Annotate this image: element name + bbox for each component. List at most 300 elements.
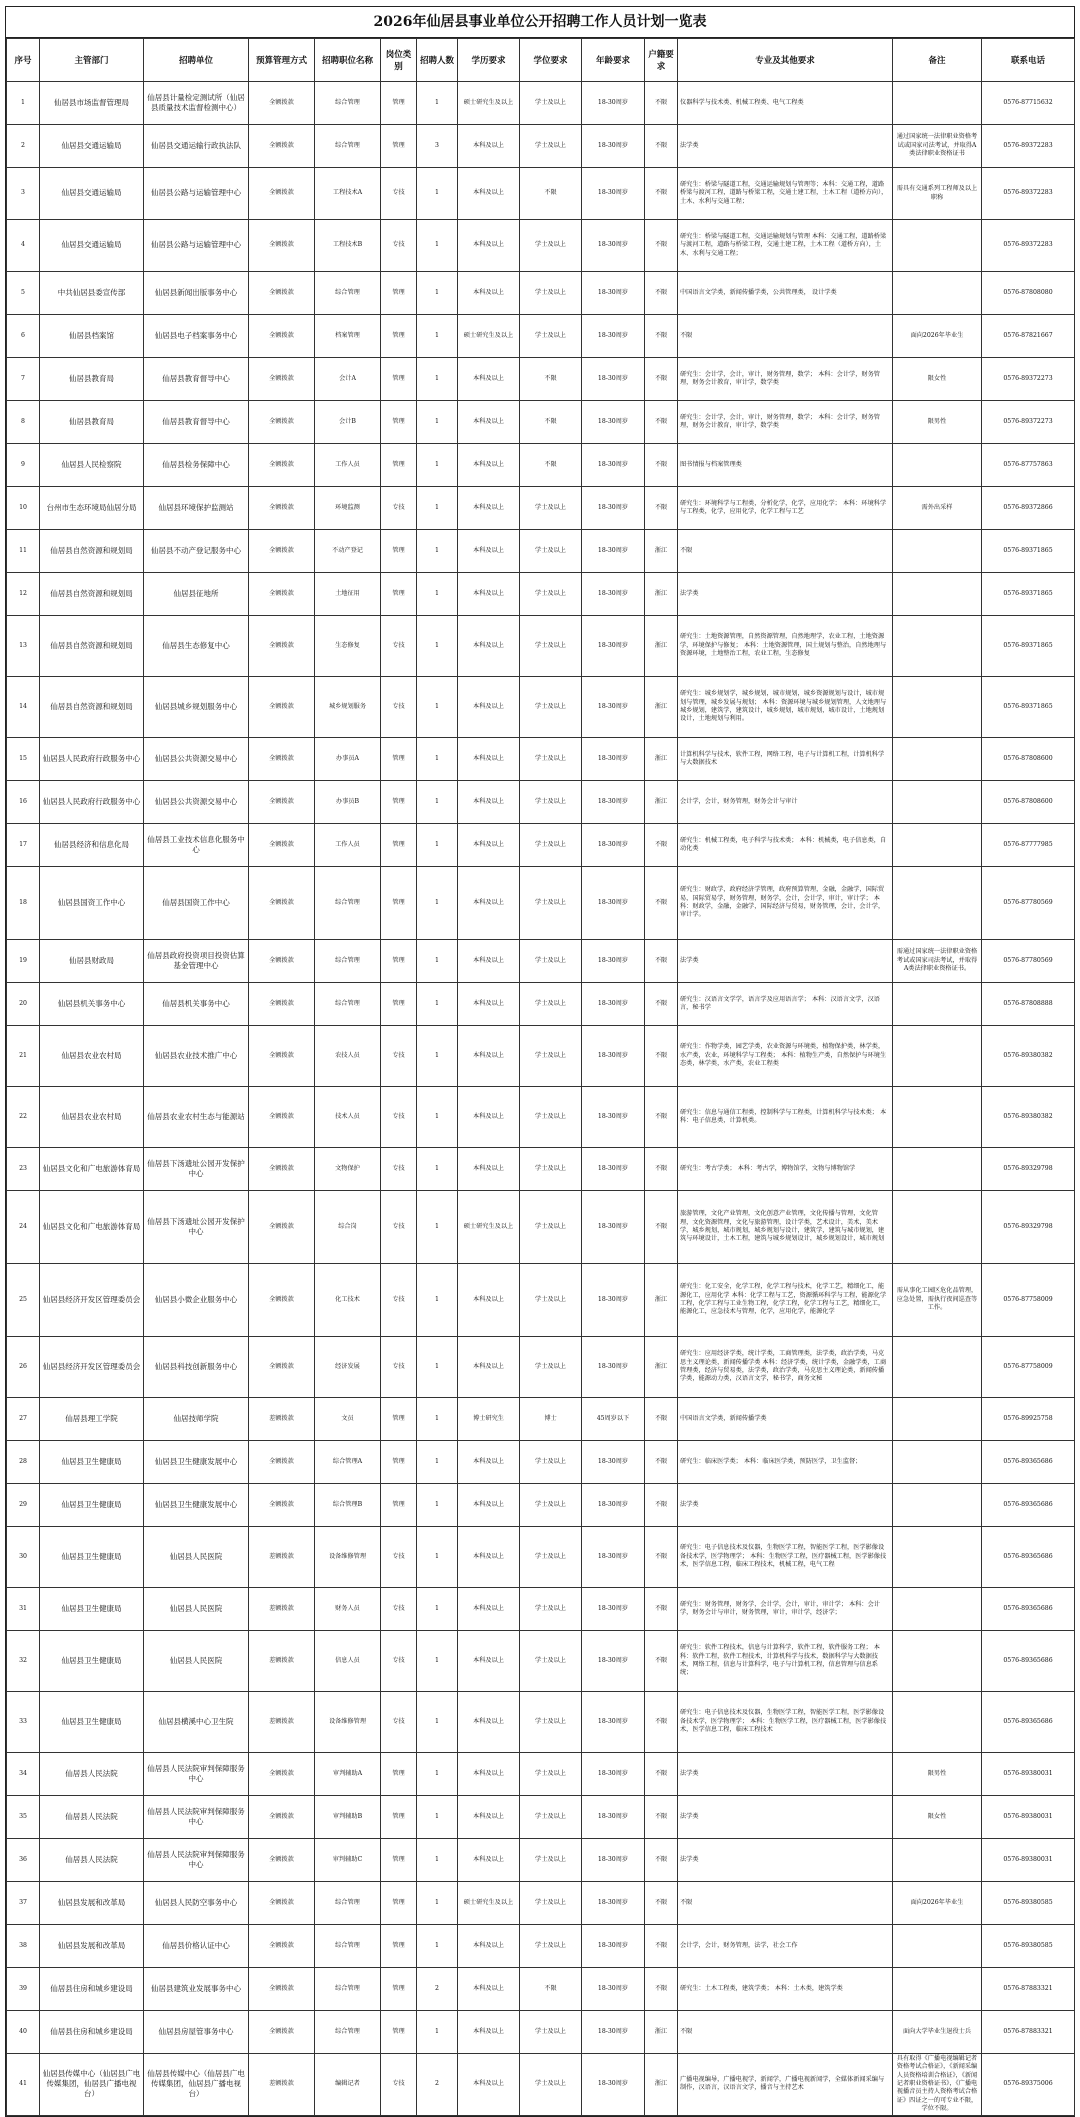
- cell-hukou: 不限: [645, 1191, 678, 1264]
- cell-age: 18-30周岁: [582, 1026, 645, 1087]
- table-row: [7, 358, 1075, 401]
- cell-unit: 仙居县人民法院审判保障服务中心: [144, 1796, 249, 1839]
- cell-note: [893, 82, 982, 125]
- cell-degree: 博士: [520, 1398, 582, 1441]
- cell-dept: 仙居县人民政府行政服务中心: [40, 781, 144, 824]
- cell-phone: 0576-89372283: [982, 168, 1075, 220]
- cell-age: 18-30周岁: [582, 1631, 645, 1692]
- cell-budget: 差额拨款: [249, 1692, 315, 1753]
- table-row: [7, 781, 1075, 824]
- cell-budget: 全额拨款: [249, 1968, 315, 2011]
- cell-major: 计算机科学与技术，软件工程，网络工程，电子与计算机工程，计算机科学与大数据技术: [678, 738, 893, 781]
- cell-no: 15: [7, 738, 40, 781]
- table-row: [7, 530, 1075, 573]
- cell-budget: 全额拨款: [249, 401, 315, 444]
- cell-category: 管理: [381, 82, 417, 125]
- cell-no: 24: [7, 1191, 40, 1264]
- cell-category: 专技: [381, 1148, 417, 1191]
- table-row: [7, 677, 1075, 738]
- cell-degree: 学士及以上: [520, 1441, 582, 1484]
- cell-no: 7: [7, 358, 40, 401]
- cell-budget: 差额拨款: [249, 1527, 315, 1588]
- cell-category: 专技: [381, 487, 417, 530]
- cell-budget: 全额拨款: [249, 487, 315, 530]
- cell-phone: 0576-87715632: [982, 82, 1075, 125]
- cell-dept: 仙居县交通运输局: [40, 220, 144, 272]
- cell-hukou: 浙江: [645, 677, 678, 738]
- cell-phone: 0576-87883321: [982, 1968, 1075, 2011]
- cell-education: 本科及以上: [458, 1692, 520, 1753]
- page-title: 2026年仙居县事业单位公开招聘工作人员计划一览表: [6, 7, 1074, 38]
- cell-unit: 仙居县人民医院: [144, 1527, 249, 1588]
- cell-major: 研究生：信息与通信工程类，控制科学与工程类，计算机科学与技术类； 本科：电子信息类，计算机类。: [678, 1087, 893, 1148]
- table-row: [7, 867, 1075, 940]
- cell-age: 18-30周岁: [582, 444, 645, 487]
- cell-position: 会计A: [315, 358, 381, 401]
- cell-unit: 仙居县公路与运输管理中心: [144, 168, 249, 220]
- table-row: [7, 1264, 1075, 1337]
- cell-no: 30: [7, 1527, 40, 1588]
- cell-unit: 仙居县教育督导中心: [144, 358, 249, 401]
- cell-unit: 仙居县下汤遗址公园开发保护中心: [144, 1148, 249, 1191]
- cell-age: 18-30周岁: [582, 1264, 645, 1337]
- cell-dept: 仙居县交通运输局: [40, 168, 144, 220]
- cell-hukou: 不限: [645, 983, 678, 1026]
- table-row: [7, 1796, 1075, 1839]
- table-row: [7, 168, 1075, 220]
- cell-category: 专技: [381, 1087, 417, 1148]
- cell-position: 档案管理: [315, 315, 381, 358]
- cell-budget: 全额拨款: [249, 1337, 315, 1398]
- cell-note: [893, 1087, 982, 1148]
- cell-age: 18-30周岁: [582, 940, 645, 983]
- cell-unit: 仙居县卫生健康发展中心: [144, 1484, 249, 1527]
- cell-age: 18-30周岁: [582, 358, 645, 401]
- table-row: [7, 1398, 1075, 1441]
- cell-budget: 全额拨款: [249, 616, 315, 677]
- cell-no: 38: [7, 1925, 40, 1968]
- cell-age: 18-30周岁: [582, 401, 645, 444]
- cell-budget: 全额拨款: [249, 2011, 315, 2054]
- cell-dept: 仙居县交通运输局: [40, 125, 144, 168]
- cell-dept: 仙居县人民法院: [40, 1753, 144, 1796]
- cell-hukou: 不限: [645, 1484, 678, 1527]
- cell-unit: 仙居县下汤遗址公园开发保护中心: [144, 1191, 249, 1264]
- cell-budget: 全额拨款: [249, 272, 315, 315]
- cell-no: 27: [7, 1398, 40, 1441]
- cell-unit: 仙居县教育督导中心: [144, 401, 249, 444]
- cell-education: 本科及以上: [458, 1026, 520, 1087]
- cell-education: 本科及以上: [458, 220, 520, 272]
- table-row: [7, 824, 1075, 867]
- cell-degree: 学士及以上: [520, 1264, 582, 1337]
- cell-note: 限男性: [893, 1753, 982, 1796]
- cell-position: 综合管理: [315, 82, 381, 125]
- cell-education: 本科及以上: [458, 616, 520, 677]
- cell-note: [893, 738, 982, 781]
- cell-category: 专技: [381, 1337, 417, 1398]
- cell-budget: 全额拨款: [249, 677, 315, 738]
- cell-major: 图书情报与档案管理类: [678, 444, 893, 487]
- cell-budget: 差额拨款: [249, 1588, 315, 1631]
- cell-note: 具有取得《广播电视编辑记者资格考试合格证》，《新闻采编人员资格培训合格证》，《新闻记者职业资格证书》，《广播电视播音员主持人资格考试合格证》四证之一的可专业不限，学位不限。: [893, 2054, 982, 2116]
- table-row: [7, 2011, 1075, 2054]
- cell-position: 编辑记者: [315, 2054, 381, 2116]
- cell-education: 本科及以上: [458, 1968, 520, 2011]
- cell-hukou: 不限: [645, 1441, 678, 1484]
- table-row: [7, 1484, 1075, 1527]
- cell-major: 会计学，会计，财务管理，财务会计与审计: [678, 781, 893, 824]
- col-header-note: 备注: [893, 39, 982, 82]
- cell-count: 1: [417, 2011, 458, 2054]
- table-row: [7, 2054, 1075, 2116]
- table-row: [7, 444, 1075, 487]
- cell-unit: 仙居县电子档案事务中心: [144, 315, 249, 358]
- cell-position: 环境监测: [315, 487, 381, 530]
- cell-position: 工程技术B: [315, 220, 381, 272]
- cell-no: 32: [7, 1631, 40, 1692]
- cell-note: [893, 573, 982, 616]
- cell-major: 研究生：软件工程技术，信息与计算科学，软件工程，软件服务工程； 本科：软件工程，软件工程技术，计算机科学与技术，数据科学与大数据技术，网络工程，信息与计算科学，电子与计算机工程，信息管理与信息系统；: [678, 1631, 893, 1692]
- cell-note: [893, 677, 982, 738]
- cell-count: 1: [417, 358, 458, 401]
- cell-no: 26: [7, 1337, 40, 1398]
- cell-category: 管理: [381, 824, 417, 867]
- cell-hukou: 不限: [645, 487, 678, 530]
- cell-degree: 学士及以上: [520, 1796, 582, 1839]
- cell-age: 18-30周岁: [582, 1337, 645, 1398]
- cell-position: 综合岗: [315, 1191, 381, 1264]
- cell-budget: 全额拨款: [249, 168, 315, 220]
- cell-no: 33: [7, 1692, 40, 1753]
- cell-count: 1: [417, 1191, 458, 1264]
- cell-dept: 仙居县自然资源和规划局: [40, 530, 144, 573]
- cell-unit: 仙居县小微企业服务中心: [144, 1264, 249, 1337]
- cell-degree: 学士及以上: [520, 1191, 582, 1264]
- cell-age: 18-30周岁: [582, 1839, 645, 1882]
- cell-budget: 全额拨款: [249, 1441, 315, 1484]
- cell-major: 研究生：应用经济学类，统计学类，工商管理类，法学类，政治学类，马克思主义理论类，新闻传播学类 本科：经济学类，统计学类，金融学类，工商管理类，经济与贸易类，法学类，政治学类，马克思主义理论类，新闻传播学类，能源动力类，汉语言文学，秘书学，商务文秘: [678, 1337, 893, 1398]
- cell-category: 专技: [381, 1692, 417, 1753]
- table-row: [7, 983, 1075, 1026]
- cell-education: 本科及以上: [458, 1484, 520, 1527]
- cell-phone: 0576-89375006: [982, 2054, 1075, 2116]
- cell-no: 16: [7, 781, 40, 824]
- cell-education: 本科及以上: [458, 824, 520, 867]
- cell-major: 法学类: [678, 573, 893, 616]
- cell-education: 本科及以上: [458, 272, 520, 315]
- cell-no: 39: [7, 1968, 40, 2011]
- cell-category: 管理: [381, 444, 417, 487]
- cell-major: 研究生：作物学类，园艺学类，农业资源与环境类，植物保护类，林学类，水产类，农业，环境科学与工程类； 本科：植物生产类，自然保护与环境生态类，林学类，水产类，农业工程类: [678, 1026, 893, 1087]
- cell-phone: 0576-89372273: [982, 401, 1075, 444]
- cell-phone: 0576-87808600: [982, 738, 1075, 781]
- cell-no: 17: [7, 824, 40, 867]
- cell-position: 办事员A: [315, 738, 381, 781]
- cell-unit: 仙居县计量检定测试所（仙居县质量技术监督检测中心）: [144, 82, 249, 125]
- cell-category: 管理: [381, 530, 417, 573]
- cell-degree: 学士及以上: [520, 1925, 582, 1968]
- cell-major: 法学类: [678, 125, 893, 168]
- cell-phone: 0576-87757863: [982, 444, 1075, 487]
- cell-age: 18-30周岁: [582, 1753, 645, 1796]
- cell-dept: 仙居县经济和信息化局: [40, 824, 144, 867]
- cell-education: 本科及以上: [458, 1527, 520, 1588]
- cell-no: 35: [7, 1796, 40, 1839]
- cell-degree: 不限: [520, 401, 582, 444]
- cell-degree: 不限: [520, 444, 582, 487]
- cell-position: 农技人员: [315, 1026, 381, 1087]
- cell-budget: 全额拨款: [249, 1753, 315, 1796]
- cell-category: 管理: [381, 781, 417, 824]
- cell-position: 设备维修管理: [315, 1692, 381, 1753]
- cell-position: 财务人员: [315, 1588, 381, 1631]
- cell-no: 29: [7, 1484, 40, 1527]
- cell-note: 面向2026年毕业生: [893, 1882, 982, 1925]
- cell-phone: 0576-87777985: [982, 824, 1075, 867]
- table-row: [7, 1087, 1075, 1148]
- cell-major: 仪器科学与技术类、机械工程类、电气工程类: [678, 82, 893, 125]
- cell-budget: 全额拨款: [249, 940, 315, 983]
- cell-major: 研究生：汉语言文学学，语言学及应用语言学； 本科：汉语言文学，汉语言，秘书学: [678, 983, 893, 1026]
- cell-category: 专技: [381, 1588, 417, 1631]
- cell-phone: 0576-89365686: [982, 1631, 1075, 1692]
- cell-education: 本科及以上: [458, 530, 520, 573]
- cell-hukou: 不限: [645, 940, 678, 983]
- table-row: [7, 1882, 1075, 1925]
- cell-hukou: 不限: [645, 444, 678, 487]
- cell-degree: 学士及以上: [520, 1692, 582, 1753]
- table-header-row: [7, 39, 1075, 82]
- cell-dept: 仙居县国资工作中心: [40, 867, 144, 940]
- cell-count: 1: [417, 315, 458, 358]
- cell-major: 法学类: [678, 1753, 893, 1796]
- cell-category: 管理: [381, 2011, 417, 2054]
- cell-no: 8: [7, 401, 40, 444]
- cell-education: 本科及以上: [458, 2054, 520, 2116]
- cell-no: 14: [7, 677, 40, 738]
- cell-dept: 仙居县教育局: [40, 358, 144, 401]
- cell-phone: 0576-89365686: [982, 1484, 1075, 1527]
- cell-category: 管理: [381, 983, 417, 1026]
- cell-dept: 中共仙居县委宣传部: [40, 272, 144, 315]
- cell-hukou: 不限: [645, 867, 678, 940]
- cell-major: 研究生：电子信息技术及仪器，生物医学工程，智能医学工程，医学影像设备技术学，医学物理学； 本科：生物医学工程，医疗器械工程，医学影像技术，医学信息工程，临床工程技术: [678, 1692, 893, 1753]
- cell-position: 综合管理: [315, 1882, 381, 1925]
- cell-budget: 差额拨款: [249, 1631, 315, 1692]
- cell-count: 1: [417, 1264, 458, 1337]
- table-body: [7, 82, 1075, 2116]
- cell-unit: 仙居县人民医院: [144, 1588, 249, 1631]
- col-header-unit: 招聘单位: [144, 39, 249, 82]
- cell-note: [893, 220, 982, 272]
- cell-hukou: 不限: [645, 824, 678, 867]
- col-header-age: 年龄要求: [582, 39, 645, 82]
- cell-unit: 仙居县公路与运输管理中心: [144, 220, 249, 272]
- cell-major: 研究生：土木工程类，建筑学类； 本科：土木类，建筑学类: [678, 1968, 893, 2011]
- cell-note: [893, 867, 982, 940]
- cell-dept: 仙居县人民检察院: [40, 444, 144, 487]
- cell-unit: 仙居县工业技术信息化服务中心: [144, 824, 249, 867]
- cell-degree: 学士及以上: [520, 220, 582, 272]
- cell-hukou: 浙江: [645, 1337, 678, 1398]
- cell-position: 综合管理: [315, 867, 381, 940]
- cell-note: [893, 1148, 982, 1191]
- cell-hukou: 不限: [645, 1527, 678, 1588]
- table-row: [7, 1148, 1075, 1191]
- cell-phone: 0576-89365686: [982, 1441, 1075, 1484]
- cell-education: 本科及以上: [458, 677, 520, 738]
- table-row: [7, 616, 1075, 677]
- recruitment-table: [6, 38, 1075, 2116]
- cell-category: 专技: [381, 168, 417, 220]
- cell-degree: 不限: [520, 168, 582, 220]
- cell-position: 综合管理B: [315, 1484, 381, 1527]
- cell-category: 管理: [381, 940, 417, 983]
- cell-budget: 全额拨款: [249, 1264, 315, 1337]
- cell-budget: 全额拨款: [249, 983, 315, 1026]
- cell-no: 41: [7, 2054, 40, 2116]
- cell-age: 18-30周岁: [582, 2054, 645, 2116]
- cell-degree: 学士及以上: [520, 1337, 582, 1398]
- cell-phone: 0576-87758009: [982, 1264, 1075, 1337]
- cell-degree: 学士及以上: [520, 1631, 582, 1692]
- table-row: [7, 1631, 1075, 1692]
- cell-education: 本科及以上: [458, 1925, 520, 1968]
- cell-education: 本科及以上: [458, 1337, 520, 1398]
- table-row: [7, 401, 1075, 444]
- cell-hukou: 浙江: [645, 530, 678, 573]
- cell-position: 城乡规划服务: [315, 677, 381, 738]
- cell-unit: 仙居县人民法院审判保障服务中心: [144, 1753, 249, 1796]
- cell-no: 5: [7, 272, 40, 315]
- cell-note: [893, 272, 982, 315]
- cell-note: [893, 1925, 982, 1968]
- cell-position: 审判辅助C: [315, 1839, 381, 1882]
- cell-hukou: 不限: [645, 1882, 678, 1925]
- cell-position: 经济发展: [315, 1337, 381, 1398]
- cell-count: 1: [417, 530, 458, 573]
- cell-major: 不限: [678, 530, 893, 573]
- cell-budget: 全额拨款: [249, 867, 315, 940]
- cell-phone: 0576-89329798: [982, 1148, 1075, 1191]
- cell-position: 工作人员: [315, 444, 381, 487]
- cell-hukou: 不限: [645, 168, 678, 220]
- cell-budget: 全额拨款: [249, 1148, 315, 1191]
- cell-count: 3: [417, 125, 458, 168]
- table-row: [7, 738, 1075, 781]
- cell-no: 1: [7, 82, 40, 125]
- cell-age: 18-30周岁: [582, 1148, 645, 1191]
- cell-note: 需具有交通系列工程师及以上职称: [893, 168, 982, 220]
- cell-degree: 学士及以上: [520, 2054, 582, 2116]
- cell-unit: 仙居县科技创新服务中心: [144, 1337, 249, 1398]
- cell-count: 1: [417, 1484, 458, 1527]
- cell-age: 18-30周岁: [582, 824, 645, 867]
- cell-note: [893, 1191, 982, 1264]
- cell-no: 34: [7, 1753, 40, 1796]
- cell-count: 1: [417, 677, 458, 738]
- table-row: [7, 1026, 1075, 1087]
- cell-position: 办事员B: [315, 781, 381, 824]
- cell-phone: 0576-89380585: [982, 1882, 1075, 1925]
- cell-major: 旅游管理，文化产业管理，文化创意产业管理，文化传播与管理，文化管理，文化资源管理，文化与旅游管理，设计学类，艺术设计，美术，美术学，城乡规划，城市规划，城乡规划与设计，建筑学，建筑与城市规划，建筑与环境设计，土木工程，建筑与城乡规划设计，城乡规划设计，城市规划: [678, 1191, 893, 1264]
- cell-no: 9: [7, 444, 40, 487]
- cell-budget: 全额拨款: [249, 444, 315, 487]
- cell-no: 19: [7, 940, 40, 983]
- cell-count: 2: [417, 1968, 458, 2011]
- cell-note: [893, 1631, 982, 1692]
- cell-dept: 仙居县卫生健康局: [40, 1527, 144, 1588]
- cell-major: 不限: [678, 2011, 893, 2054]
- cell-unit: 仙居县环境保护监测站: [144, 487, 249, 530]
- cell-hukou: 不限: [645, 315, 678, 358]
- cell-phone: 0576-87808600: [982, 781, 1075, 824]
- cell-position: 土地征用: [315, 573, 381, 616]
- cell-unit: 仙居县横溪中心卫生院: [144, 1692, 249, 1753]
- cell-major: 研究生：临床医学类； 本科：临床医学类，预防医学，卫生监督；: [678, 1441, 893, 1484]
- cell-budget: 全额拨款: [249, 358, 315, 401]
- cell-note: 通过国家统一法律职业资格考试或国家司法考试，并取得A类法律职业资格证书: [893, 125, 982, 168]
- cell-note: [893, 1527, 982, 1588]
- cell-degree: 学士及以上: [520, 1026, 582, 1087]
- table-row: [7, 1527, 1075, 1588]
- cell-unit: 仙居县生态修复中心: [144, 616, 249, 677]
- cell-dept: 仙居县人民法院: [40, 1839, 144, 1882]
- cell-hukou: 不限: [645, 1753, 678, 1796]
- cell-age: 18-30周岁: [582, 2011, 645, 2054]
- cell-unit: 仙居县人民医院: [144, 1631, 249, 1692]
- col-header-count: 招聘人数: [417, 39, 458, 82]
- cell-count: 2: [417, 2054, 458, 2116]
- cell-category: 专技: [381, 1527, 417, 1588]
- cell-dept: 仙居县卫生健康局: [40, 1692, 144, 1753]
- cell-budget: 全额拨款: [249, 1026, 315, 1087]
- cell-education: 本科及以上: [458, 983, 520, 1026]
- cell-unit: 仙居县交通运输行政执法队: [144, 125, 249, 168]
- cell-category: 管理: [381, 1753, 417, 1796]
- cell-hukou: 浙江: [645, 1264, 678, 1337]
- cell-category: 专技: [381, 220, 417, 272]
- table-row: [7, 1925, 1075, 1968]
- cell-education: 本科及以上: [458, 1148, 520, 1191]
- cell-note: [893, 781, 982, 824]
- cell-category: 管理: [381, 125, 417, 168]
- cell-budget: 全额拨款: [249, 1191, 315, 1264]
- cell-count: 1: [417, 867, 458, 940]
- table-row: [7, 1968, 1075, 2011]
- cell-phone: 0576-89380031: [982, 1753, 1075, 1796]
- cell-dept: 仙居县传媒中心（仙居县广电传媒集团，仙居县广播电视台）: [40, 2054, 144, 2116]
- cell-note: [893, 1441, 982, 1484]
- cell-unit: 仙居县城乡规划服务中心: [144, 677, 249, 738]
- cell-unit: 仙居县不动产登记服务中心: [144, 530, 249, 573]
- cell-degree: 学士及以上: [520, 738, 582, 781]
- cell-category: 专技: [381, 1631, 417, 1692]
- cell-education: 本科及以上: [458, 444, 520, 487]
- cell-count: 1: [417, 272, 458, 315]
- cell-education: 博士研究生: [458, 1398, 520, 1441]
- cell-phone: 0576-89365686: [982, 1692, 1075, 1753]
- cell-no: 31: [7, 1588, 40, 1631]
- cell-major: 法学类: [678, 1796, 893, 1839]
- cell-phone: 0576-87808888: [982, 983, 1075, 1026]
- cell-hukou: 浙江: [645, 2011, 678, 2054]
- cell-major: 研究生：电子信息技术及仪器，生物医学工程，智能医学工程，医学影像设备技术学，医学物理学； 本科：生物医学工程，医疗器械工程，医学影像技术，医学信息工程，临床工程技术，机械工程，电气工程: [678, 1527, 893, 1588]
- cell-age: 18-30周岁: [582, 1588, 645, 1631]
- col-header-education: 学历要求: [458, 39, 520, 82]
- cell-degree: 学士及以上: [520, 1527, 582, 1588]
